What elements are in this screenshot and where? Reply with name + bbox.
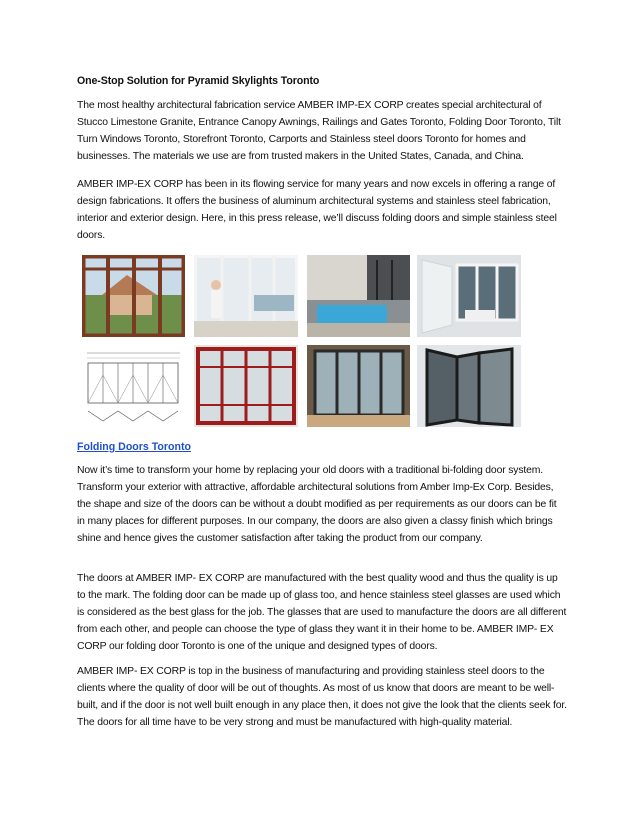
image-white-folding-door-woman xyxy=(194,255,298,337)
paragraph-quality: The doors at AMBER IMP- EX CORP are manufactured with the best quality wood and thus the quality is up to the mark. The folding door can be made up of glass too, and hence stainless steel glasses are used which is considered as the best glass for the job. The glasses that are used to manufacture the doors are all different from each other, and people can choose the type of glass they want it in their home to be. AMBER IMP- EX CORP our folding door Toronto is one of the unique and designed types of doors. xyxy=(77,573,567,652)
image-folding-door-diagram xyxy=(82,345,185,427)
image-wood-folding-door-house xyxy=(82,255,185,337)
folding-doors-image-grid xyxy=(82,255,522,427)
image-white-frame-folding-door xyxy=(417,255,521,337)
image-black-folding-door-open xyxy=(417,345,521,427)
paragraph-intro: The most healthy architectural fabrication service AMBER IMP-EX CORP creates special architectural of Stucco Limestone Granite, Entrance Canopy Awnings, Railings and Gates Toronto, Folding Door Toronto, Tilt Turn Windows Toronto, Storefront Toronto, Carports and Stainless steel doors Toronto for homes and businesses. The materials we use are from trusted makers in the United States, Canada, and China. xyxy=(77,100,561,162)
image-red-folding-door xyxy=(194,345,298,427)
paragraph-stainless: AMBER IMP- EX CORP is top in the business of manufacturing and providing stainless steel doors to the clients where the quality of door will be out of thoughts. As most of us know that doors are meant to be well-built, and if the door is not well built enough in any place then, it does not give the look that the clients seek for. The doors for all time have to be very strong and must be manufactured with high-quality material. xyxy=(77,666,567,728)
image-dark-frame-folding-door-interior xyxy=(307,345,410,427)
paragraph-company: AMBER IMP-EX CORP has been in its flowing service for many years and now excels in offering a range of design fabrications. It offers the business of aluminum architectural systems and stainless steel fabrication, interior and exterior design. Here, in this press release, we’ll discuss folding doors and simple stainless steel doors. xyxy=(77,179,557,241)
image-pool-folding-door xyxy=(307,255,410,337)
paragraph-transform: Now it’s time to transform your home by replacing your old doors with a traditional bi-folding door system. Transform your exterior with attractive, affordable architectural solutions from Amber Imp-Ex Corp. Besides, the shape and size of the doors can be without a doubt modified as per requirements as our doors can be fit in many places for different purposes. In our company, the doors are also given a classy finish which brings shine and hence gives the customer satisfaction after taking the product from our company. xyxy=(77,465,557,544)
folding-doors-toronto-link[interactable]: Folding Doors Toronto xyxy=(77,441,191,453)
page-title: One-Stop Solution for Pyramid Skylights Toronto xyxy=(77,75,320,87)
